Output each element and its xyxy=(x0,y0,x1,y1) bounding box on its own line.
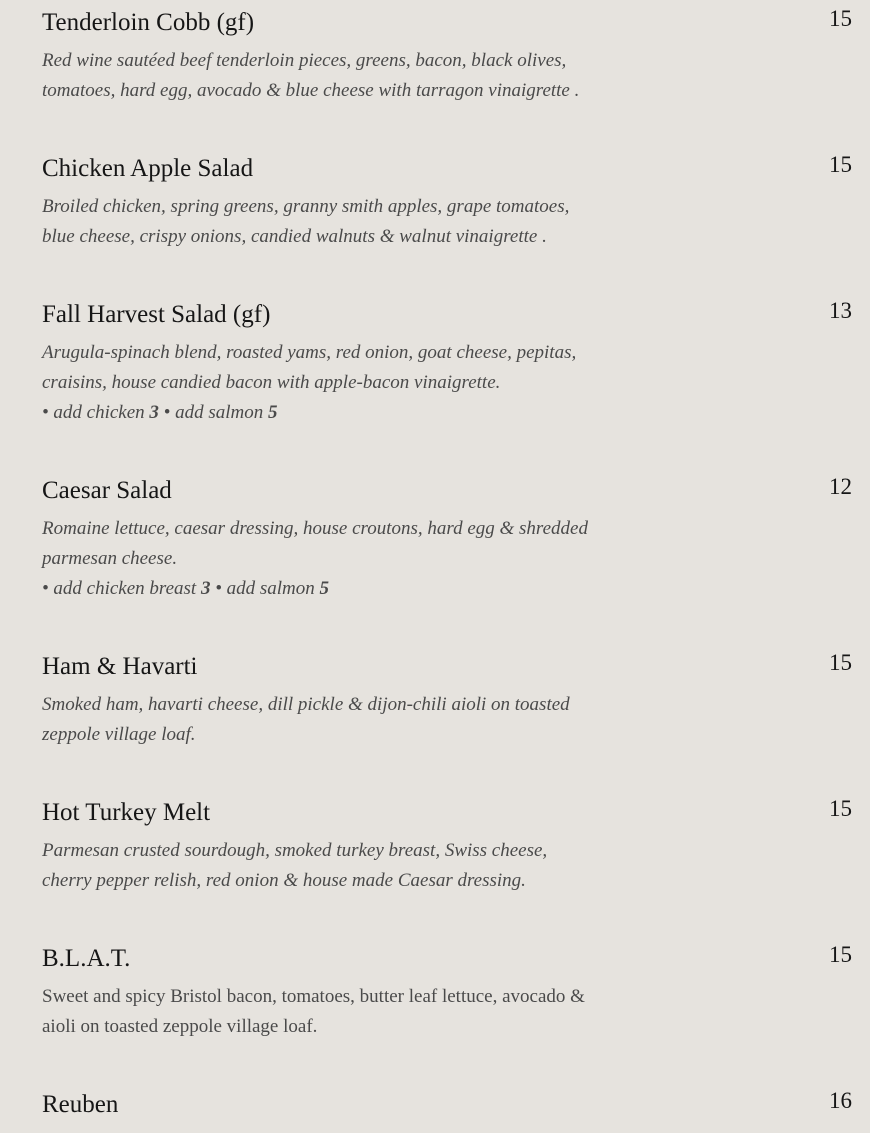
menu-item-description xyxy=(42,192,642,252)
add-on-price: 3 xyxy=(149,402,159,423)
menu-item-name: Chicken Apple Salad xyxy=(42,155,254,182)
add-on-label: • add chicken breast xyxy=(42,578,201,599)
menu-item-header xyxy=(42,798,852,838)
menu-item-price: 12 xyxy=(829,474,852,499)
menu-item-price: 15 xyxy=(829,942,852,967)
description-line: Arugula-spinach blend, roasted yams, red onion, goat cheese, pepitas, xyxy=(42,342,577,363)
menu-item-price: 15 xyxy=(829,152,852,177)
menu-item xyxy=(42,1090,852,1130)
menu-item xyxy=(42,8,852,106)
menu-item xyxy=(42,154,852,252)
description-line: cherry pepper relish, red onion & house made Caesar dressing. xyxy=(42,870,526,891)
description-line: Romaine lettuce, caesar dressing, house croutons, hard egg & shredded xyxy=(42,518,588,539)
menu-item-price: 15 xyxy=(829,650,852,675)
description-line: Broiled chicken, spring greens, granny smith apples, grape tomatoes, xyxy=(42,196,570,217)
menu-item-header xyxy=(42,476,852,516)
description-line: Red wine sautéed beef tenderloin pieces, greens, bacon, black olives, xyxy=(42,50,567,71)
add-on-price: 5 xyxy=(267,402,278,423)
menu-item-price: 15 xyxy=(829,6,852,31)
menu-item-price: 13 xyxy=(829,298,852,323)
menu-item-description xyxy=(42,690,642,750)
description-line: Sweet and spicy Bristol bacon, tomatoes, butter leaf lettuce, avocado & xyxy=(42,986,585,1007)
menu-item xyxy=(42,300,852,428)
description-line: parmesan cheese. xyxy=(42,548,178,569)
menu-item-price: 15 xyxy=(829,796,852,821)
menu-item-description xyxy=(42,514,642,604)
add-on-label: • add salmon xyxy=(210,578,320,599)
add-on-options xyxy=(42,398,642,428)
menu-item xyxy=(42,798,852,896)
menu-item xyxy=(42,476,852,604)
description-line: craisins, house candied bacon with apple-bacon vinaigrette. xyxy=(42,372,501,393)
menu-item-description xyxy=(42,338,642,428)
menu-item-description xyxy=(42,836,642,896)
add-on-price: 5 xyxy=(319,578,330,599)
menu-item-description xyxy=(42,982,642,1042)
description-line: tomatoes, hard egg, avocado & blue cheese with tarragon vinaigrette . xyxy=(42,80,580,101)
description-line: zeppole village loaf. xyxy=(42,724,196,745)
description-line: blue cheese, crispy onions, candied walnuts & walnut vinaigrette . xyxy=(42,226,547,247)
description-line: aioli on toasted zeppole village loaf. xyxy=(42,1016,318,1037)
menu-item xyxy=(42,652,852,750)
menu-item-description xyxy=(42,46,642,106)
menu-item-name: Caesar Salad xyxy=(42,477,172,504)
add-on-options xyxy=(42,574,642,604)
menu-item-header xyxy=(42,154,852,194)
add-on-label: • add chicken xyxy=(42,402,150,423)
menu-item xyxy=(42,944,852,1042)
add-on-label: • add salmon xyxy=(158,402,268,423)
menu-item-name: Fall Harvest Salad (gf) xyxy=(42,301,271,328)
menu-item-name: Hot Turkey Melt xyxy=(42,799,211,826)
menu-item-name: Reuben xyxy=(42,1091,119,1118)
menu-item-name: Ham & Havarti xyxy=(42,653,198,680)
menu-item-header xyxy=(42,1090,852,1130)
menu-item-header xyxy=(42,8,852,48)
menu-item-name: B.L.A.T. xyxy=(42,945,131,972)
add-on-price: 3 xyxy=(200,578,211,599)
description-line: Parmesan crusted sourdough, smoked turkey breast, Swiss cheese, xyxy=(42,840,548,861)
menu-item-header xyxy=(42,300,852,340)
menu-item-header xyxy=(42,652,852,692)
menu-item-name: Tenderloin Cobb (gf) xyxy=(42,9,255,36)
menu-item-header xyxy=(42,944,852,984)
description-line: Smoked ham, havarti cheese, dill pickle & dijon-chili aioli on toasted xyxy=(42,694,570,715)
menu-item-price: 16 xyxy=(829,1088,852,1113)
